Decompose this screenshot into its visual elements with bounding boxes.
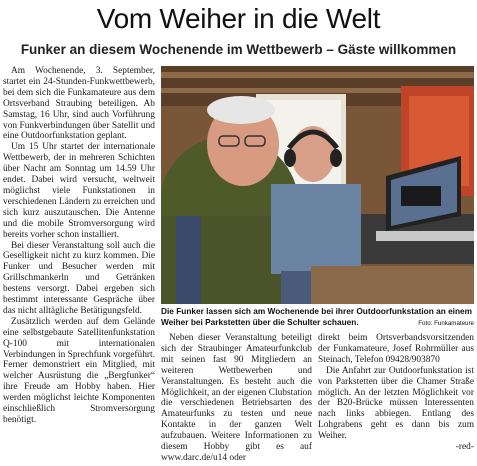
- photo-caption: [161, 306, 474, 329]
- left-column: [3, 66, 155, 426]
- paragraph: Bei dieser Veranstaltung soll auch die Geselligkeit nicht zu kurz kommen. Die Funker und Besucher werden mit Grillschmankerln und Getränken bestens versorgt. Dabei ergeben sich bestimmt interessante Gespräche über das nicht alltägliche Betätigungsfeld.: [3, 240, 155, 316]
- right-column: [318, 333, 474, 453]
- headline: Vom Weiher in die Welt: [96, 3, 381, 34]
- paragraph: Zusätzlich werden auf dem Gelände eine selbstgebaute Satellitenfunkstation Q-100 mit internationalen Verbindungen in Sprechfunk vorgeführt. Ferner demonstriert ein Mitglied, mit welcher Ausrüstung die „Bergfunker“ ihre Freude am Hobby haben. Hier werden möglichst leichte Komponenten einschließlich Stromversorgung benötigt.: [3, 316, 155, 425]
- paragraph: direkt beim Ortsverbandsvorsitzenden der Funkamateure, Josef Rohrmüller aus Steinach, Telefon 09428/903870: [318, 333, 474, 365]
- paragraph: Um 15 Uhr startet der internationale Wettbewerb, der in mehreren Schichten über Nacht am Sonntag um 14.59 Uhr endet. Dabei wird versucht, weltweit möglichst viele Funkstationen in verschiedenen Ländern zu erreichen und sich kurz auszutauschen. Die Antenne und die mobile Stromversorgung wird bereits vorher schon installiert.: [3, 142, 156, 240]
- caption-text: Die Funker lassen sich am Wochenende bei ihrer Outdoorfunkstation an einem Weiher bei Parkstetten über die Schulter schauen.: [161, 306, 473, 327]
- paragraph: Neben dieser Veranstaltung beteiligt sich der Straubinger Amateurfunkclub mit seinen fast 90 Mitgliedern an weiteren Wettbewerben und Veranstaltungen. Es besteht auch die Möglichkeit, an der eigenen Clubstation die verschiedenen Betriebsarten des Amateurfunks zu testen und neue Kontakte in der ganzen Welt aufzubauen. Weitere Informationen zu diesem Hobby gibt es auf www.darc.de/u14 oder: [161, 333, 312, 463]
- photo-credit: Foto: Funkamateure: [418, 320, 474, 327]
- subheadline: Funker an diesem Wochenende im Wettbewerb – Gäste willkommen: [20, 42, 457, 57]
- paragraph: Die Anfahrt zur Outdoorfunkstation ist von Parkstetten über die Chamer Straße möglich. An der letzten Möglichkeit vor der B20-Brücke müssen Interessenten nach links abbiegen. Entlang des Lohgrabens geht es dann bis zum Weiher.: [318, 365, 474, 442]
- article-photo: [161, 66, 474, 304]
- middle-column: [161, 333, 312, 464]
- paragraph: Am Wochenende, 3. September, startet ein 24-Stunden-Funkwettbewerb, bei dem sich die Funkamateure aus dem Ortsverband Straubing beteiligen. Ab Samstag, 16 Uhr, sind auch Vorführung von Funkverbindungen über Satellit und eine Outdoorfunkstation geplant.: [3, 66, 155, 142]
- author-signature: -red-: [455, 442, 474, 453]
